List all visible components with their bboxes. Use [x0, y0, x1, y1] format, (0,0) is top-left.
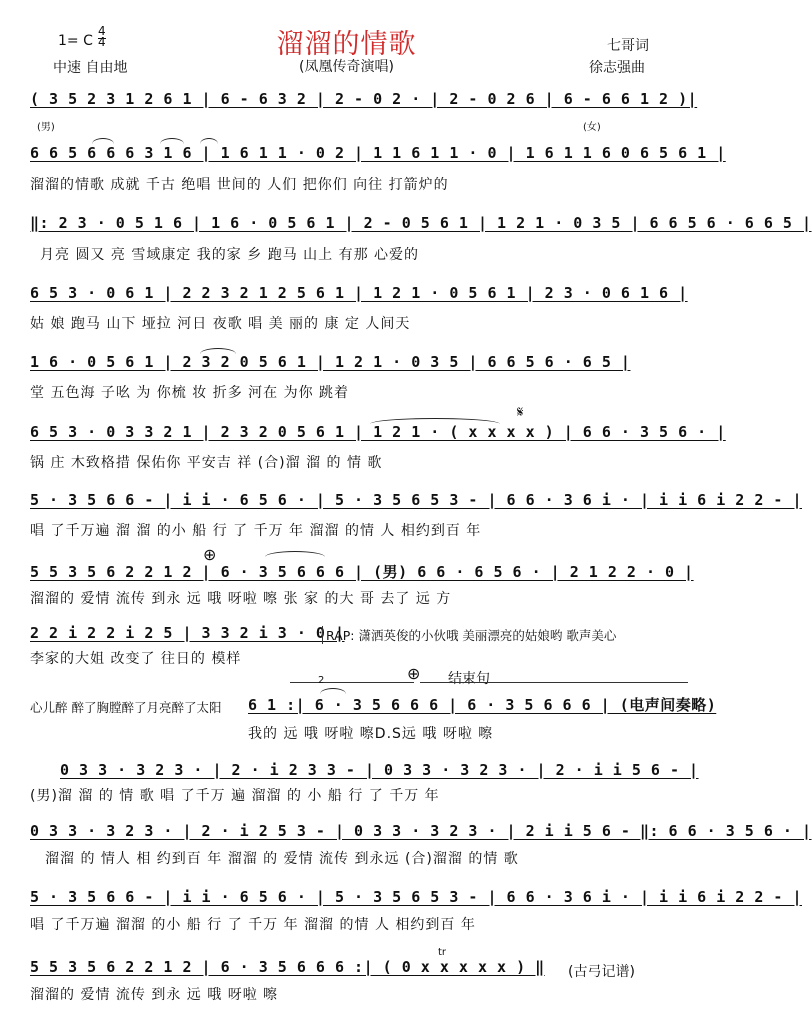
female-part-marker: (女) — [583, 122, 601, 133]
volta-number: 2 — [318, 675, 325, 686]
slur-mark — [370, 418, 500, 424]
notation-line-8: 5 5 3 5 6 2 2 1 2 | 6 · 3 5 6 6 6 | (男) 6 6 · 6 5 6 · | 2 1 2 2 · 0 | — [30, 563, 694, 581]
notation-line-12: 0 3 3 · 3 2 3 · | 2 · i 2 5 3 - | 0 3 3 · 3 2 3 · | 2 i i 5 6 - ‖: 6 6 · 3 5 6 · | — [30, 822, 812, 840]
lyric-line-13: 唱 了千万遍 溜溜 的小 船 行 了 千万 年 溜溜 的情 人 相约到百 年 — [30, 917, 476, 933]
lyric-line-5: 堂 五色海 子吆 为 你梳 妆 折多 河在 为你 跳着 — [30, 385, 350, 401]
lyricist-credit: 七哥词 — [607, 38, 649, 54]
trill-mark: tr — [438, 947, 447, 958]
slur-mark — [320, 688, 346, 694]
coda-icon: ⊕ — [407, 664, 421, 683]
notation-line-14: 5 5 3 5 6 2 2 1 2 | 6 · 3 5 6 6 6 :| ( 0 x x x x x ) ‖ — [30, 958, 545, 976]
notation-line-13: 5 · 3 5 6 6 - | i i · 6 5 6 · | 5 · 3 5 6 5 3 - | 6 6 · 3 6 i · | i i 6 i 2 2 - | — [30, 888, 802, 906]
lyric-line-11: (男)溜 溜 的 情 歌 唱 了千万 遍 溜溜 的 小 船 行 了 千万 年 — [30, 788, 440, 804]
transcriber-credit: (古弓记谱) — [568, 964, 635, 980]
slur-mark — [92, 138, 114, 144]
slur-mark — [200, 348, 236, 354]
lyric-line-14: 溜溜的 爱情 流传 到永 远 哦 呀啦 嚓 — [30, 987, 279, 1003]
notation-line-1: ( 3 5 2 3 1 2 6 1 | 6 - 6 3 2 | 2 - 0 2 · | 2 - 0 2 6 | 6 - 6 6 1 2 )| — [30, 90, 698, 108]
song-subtitle: (凤凰传奇演唱) — [299, 59, 394, 75]
ending-label: 结束句 — [448, 671, 490, 687]
lyric-line-4: 姑 娘 跑马 山下 垭拉 河日 夜歌 唱 美 丽的 康 定 人间天 — [30, 316, 411, 332]
notation-line-6: 6 5 3 · 0 3 3 2 1 | 2 3 2 0 5 6 1 | 1 2 1 · ( x x x x ) | 6 6 · 3 5 6 · | — [30, 423, 726, 441]
notation-line-11: 0 3 3 · 3 2 3 · | 2 · i 2 3 3 - | 0 3 3 · 3 2 3 · | 2 · i i 5 6 - | — [60, 761, 699, 779]
song-title: 溜溜的情歌 — [276, 29, 417, 60]
lyric-line-6: 锅 庄 木致格措 保佑你 平安吉 祥 (合)溜 溜 的 情 歌 — [30, 455, 383, 471]
tempo-marking: 中速 自由地 — [53, 60, 128, 76]
notation-line-3: ‖: 2 3 · 0 5 1 6 | 1 6 · 0 5 6 1 | 2 - 0 5 6 1 | 1 2 1 · 0 3 5 | 6 6 5 6 · 6 6 5 | — [30, 214, 812, 232]
coda-icon: ⊕ — [203, 545, 217, 564]
slur-mark — [265, 551, 325, 557]
key-signature: 1= C — [58, 33, 93, 49]
lyric-line-8: 溜溜的 爱情 流传 到永 远 哦 呀啦 嚓 张 家 的大 哥 去了 远 方 — [30, 591, 452, 607]
lyric-line-7: 唱 了千万遍 溜 溜 的小 船 行 了 千万 年 溜溜 的情 人 相约到百 年 — [30, 523, 482, 539]
notation-line-7: 5 · 3 5 6 6 - | i i · 6 5 6 · | 5 · 3 5 6 5 3 - | 6 6 · 3 6 i · | i i 6 i 2 2 - | — [30, 491, 802, 509]
notation-line-2: 6 6 5 6 6 6 3 1 6 | 1 6 1 1 · 0 2 | 1 1 6 1 1 · 0 | 1 6 1 1 6 0 6 5 6 1 | — [30, 144, 726, 162]
time-signature: 4 4 — [98, 24, 106, 49]
lyric-line-9: 李家的大姐 改变了 往日的 模样 — [30, 651, 242, 667]
lyric-line-2: 溜溜的情歌 成就 千古 绝唱 世间的 人们 把你们 向往 打箭炉的 — [30, 177, 449, 193]
notation-line-10: 6 1 :| 6 · 3 5 6 6 6 | 6 · 3 5 6 6 6 | (电声间奏略) — [248, 696, 717, 714]
lyric-line-10: 我的 远 哦 呀啦 嚓D.S远 哦 呀啦 嚓 — [248, 726, 494, 742]
notation-line-4: 6 5 3 · 0 6 1 | 2 2 3 2 1 2 5 6 1 | 1 2 1 · 0 5 6 1 | 2 3 · 0 6 1 6 | — [30, 284, 688, 302]
notation-line-9: 2 2 i 2 2 i 2 5 | 3 3 2 i 3 · 0 | — [30, 624, 345, 642]
rap-lyric-2: 心儿醉 醉了胸膛醉了月亮醉了太阳 — [30, 700, 222, 715]
lyric-line-12: 溜溜 的 情人 相 约到百 年 溜溜 的 爱情 流传 到永远 (合)溜溜 的情 歌 — [45, 851, 519, 867]
ending-bracket — [420, 682, 688, 683]
volta-bracket — [290, 682, 414, 683]
lyric-line-3: 月亮 圆又 亮 雪域康定 我的家 乡 跑马 山上 有那 心爱的 — [40, 247, 420, 263]
composer-credit: 徐志强曲 — [589, 60, 645, 76]
rap-lyric-1: RAP: 潇洒英俊的小伙哦 美丽漂亮的姑娘哟 歌声美心 — [322, 626, 616, 644]
slur-mark — [200, 138, 218, 144]
segno-icon: 𝄋 — [517, 403, 524, 421]
notation-line-5: 1 6 · 0 5 6 1 | 2 3 2 0 5 6 1 | 1 2 1 · 0 3 5 | 6 6 5 6 · 6 5 | — [30, 353, 631, 371]
male-part-marker: (男) — [37, 122, 55, 133]
slur-mark — [160, 138, 184, 144]
